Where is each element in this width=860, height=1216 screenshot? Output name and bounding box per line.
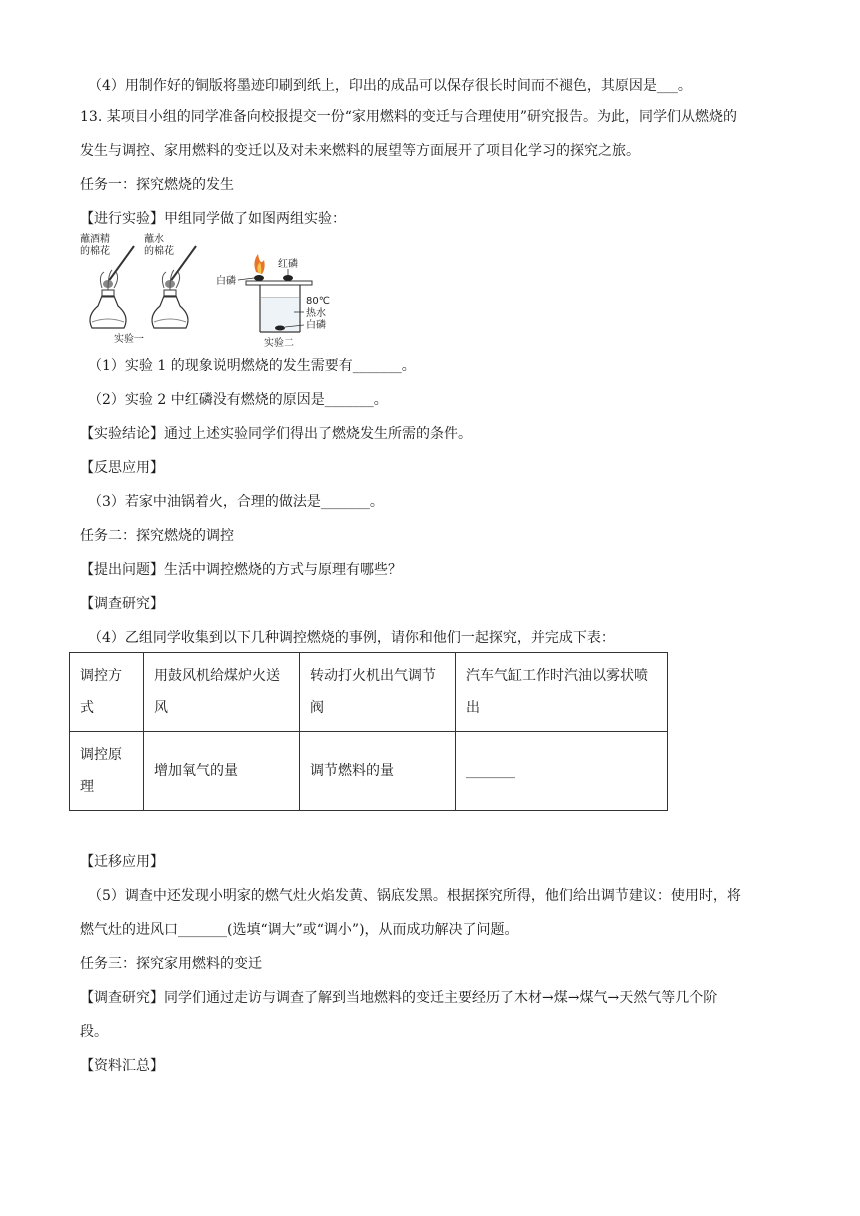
beaker-setup bbox=[216, 254, 330, 332]
exp2-label: 实验二 bbox=[264, 338, 294, 348]
svg-text:热水: 热水 bbox=[306, 308, 326, 319]
svg-text:白磷: 白磷 bbox=[306, 320, 326, 331]
table-row bbox=[70, 732, 668, 811]
task-1-heading: 任务一：探究燃烧的发生 bbox=[80, 177, 234, 193]
investigation-heading: 【调查研究】 bbox=[80, 596, 164, 612]
alcohol-lamp-2 bbox=[144, 232, 196, 328]
table-cell: 增加氧气的量 bbox=[144, 732, 300, 811]
table-cell: 用鼓风机给煤炉火送风 bbox=[144, 653, 300, 732]
table-row bbox=[70, 653, 668, 732]
task-3-heading: 任务三：探究家用燃料的变迁 bbox=[80, 956, 262, 972]
table-cell: 转动打火机出气调节阀 bbox=[300, 653, 456, 732]
question-3: （3）若家中油锅着火，合理的做法是_______。 bbox=[88, 494, 384, 510]
table-cell: 调控方式 bbox=[70, 653, 144, 732]
conclusion: 【实验结论】通过上述实验同学们得出了燃烧发生所需的条件。 bbox=[80, 426, 472, 442]
application-heading: 【迁移应用】 bbox=[80, 854, 164, 870]
question-13-stem: 13. 某项目小组的同学准备向校报提交一份“家用燃料的变迁与合理使用”研究报告。为此，同学们从燃烧的 bbox=[80, 109, 738, 125]
question-5: （5）调查中还发现小明家的燃气灶火焰发黄、锅底发黑。根据探究所得，他们给出调节建议：使用时，将 bbox=[88, 888, 741, 904]
svg-text:的棉花: 的棉花 bbox=[144, 246, 174, 257]
task-2-heading: 任务二：探究燃烧的调控 bbox=[80, 528, 234, 544]
svg-text:的棉花: 的棉花 bbox=[80, 246, 110, 257]
answer-blank-cell: _______ bbox=[456, 732, 668, 811]
svg-text:蘸酒精: 蘸酒精 bbox=[80, 234, 110, 245]
question-4-prev: （4）用制作好的铜版将墨迹印刷到纸上，印出的成品可以保存很长时间而不褪色，其原因是___。 bbox=[88, 78, 692, 94]
svg-text:白磷: 白磷 bbox=[216, 276, 236, 287]
investigation-text: 【调查研究】同学们通过走访与调查了解到当地燃料的变迁主要经历了木材→煤→煤气→天然气等几个阶 bbox=[80, 990, 718, 1006]
experiment-intro: 【进行实验】甲组同学做了如图两组实验： bbox=[80, 211, 346, 227]
regulation-table bbox=[69, 652, 668, 811]
svg-text:80℃: 80℃ bbox=[306, 296, 330, 307]
table-cell: 调节燃料的量 bbox=[300, 732, 456, 811]
exp1-label: 实验一 bbox=[114, 334, 144, 345]
pose-question: 【提出问题】生活中调控燃烧的方式与原理有哪些？ bbox=[80, 562, 402, 578]
investigation-text-cont: 段。 bbox=[80, 1024, 108, 1040]
svg-text:红磷: 红磷 bbox=[278, 259, 298, 270]
question-4: （4）乙组同学收集到以下几种调控燃烧的事例，请你和他们一起探究，并完成下表： bbox=[88, 630, 615, 646]
svg-text:蘸水: 蘸水 bbox=[144, 234, 164, 245]
question-5-cont: 燃气灶的进风口_______(选填“调大”或“调小”)，从而成功解决了问题。 bbox=[80, 922, 519, 938]
data-summary-heading: 【资料汇总】 bbox=[80, 1058, 164, 1074]
reflection-heading: 【反思应用】 bbox=[80, 460, 164, 476]
experiment-figure bbox=[78, 232, 338, 348]
question-1: （1）实验 1 的现象说明燃烧的发生需要有_______。 bbox=[88, 358, 416, 374]
question-2: （2）实验 2 中红磷没有燃烧的原因是_______。 bbox=[88, 392, 388, 408]
alcohol-lamp-1 bbox=[80, 232, 134, 328]
table-cell: 调控原理 bbox=[70, 732, 144, 811]
table-cell: 汽车气缸工作时汽油以雾状喷出 bbox=[456, 653, 668, 732]
question-13-stem-cont: 发生与调控、家用燃料的变迁以及对未来燃料的展望等方面展开了项目化学习的探究之旅。 bbox=[80, 143, 640, 159]
